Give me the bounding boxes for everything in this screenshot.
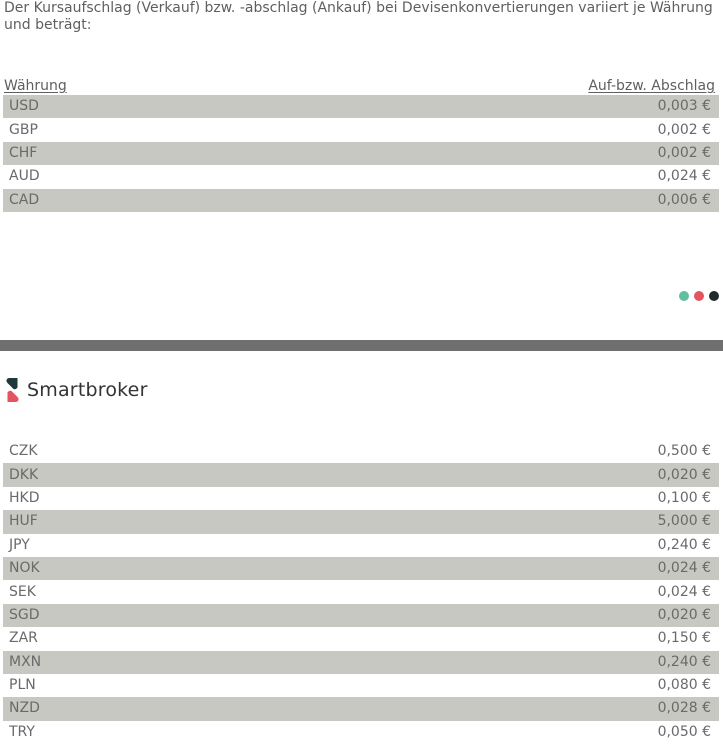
intro-text: Der Kursaufschlag (Verkauf) bzw. -abschlag (Ankauf) bei Devisenkonvertierungen variiert je Währung und beträgt: [4, 0, 713, 33]
row-currency: HKD [9, 489, 40, 506]
row-value: 0,028 € [657, 700, 711, 717]
row-value: 0,020 € [657, 466, 711, 483]
carousel-dot-1[interactable] [679, 291, 689, 301]
row-value: 5,000 € [657, 513, 711, 530]
row-currency: AUD [9, 168, 40, 185]
table-row [3, 721, 719, 744]
table-row [3, 189, 719, 212]
row-currency: NZD [9, 700, 40, 717]
table-row [3, 118, 719, 141]
table-row [3, 142, 719, 165]
table-row [3, 165, 719, 188]
row-value: 0,050 € [657, 723, 711, 740]
row-value: 0,006 € [657, 191, 711, 208]
brand-name: Smartbroker [27, 379, 148, 401]
row-currency: CZK [9, 443, 38, 460]
row-currency: GBP [9, 121, 38, 138]
row-value: 0,002 € [657, 144, 711, 161]
row-currency: SEK [9, 583, 36, 600]
row-value: 0,024 € [657, 168, 711, 185]
row-currency: CHF [9, 144, 38, 161]
currency-table-1 [3, 95, 719, 212]
header-currency: Währung [4, 78, 67, 94]
row-value: 0,002 € [657, 121, 711, 138]
row-value: 0,100 € [657, 489, 711, 506]
row-value: 0,240 € [657, 536, 711, 553]
divider-bar [0, 340, 723, 351]
row-value: 0,240 € [657, 653, 711, 670]
fee-section [0, 0, 723, 340]
table-row [3, 440, 719, 463]
row-currency: JPY [9, 536, 30, 553]
row-currency: PLN [9, 677, 36, 694]
row-currency: TRY [9, 723, 35, 740]
table-row [3, 95, 719, 118]
table-row [3, 604, 719, 627]
table-row [3, 651, 719, 674]
row-currency: MXN [9, 653, 42, 670]
row-currency: DKK [9, 466, 39, 483]
row-value: 0,024 € [657, 583, 711, 600]
table-row [3, 697, 719, 720]
row-currency: CAD [9, 191, 40, 208]
row-currency: HUF [9, 513, 38, 530]
row-value: 0,003 € [657, 98, 711, 115]
header-markup: Auf-bzw. Abschlag [588, 78, 715, 94]
table-row [3, 557, 719, 580]
table-header [4, 74, 715, 94]
row-currency: USD [9, 98, 39, 115]
row-currency: ZAR [9, 630, 38, 647]
row-value: 0,080 € [657, 677, 711, 694]
row-currency: SGD [9, 606, 40, 623]
table-row [3, 463, 719, 486]
row-value: 0,020 € [657, 606, 711, 623]
table-row [3, 674, 719, 697]
smartbroker-logo[interactable] [4, 377, 148, 403]
table-row [3, 627, 719, 650]
table-row [3, 534, 719, 557]
currency-table-2 [3, 440, 719, 744]
row-value: 0,024 € [657, 560, 711, 577]
table-row [3, 487, 719, 510]
smartbroker-logo-icon [4, 377, 21, 403]
carousel-dot-2[interactable] [694, 291, 704, 301]
row-value: 0,150 € [657, 630, 711, 647]
table-row [3, 510, 719, 533]
row-value: 0,500 € [657, 443, 711, 460]
row-currency: NOK [9, 560, 40, 577]
carousel-dot-3[interactable] [709, 291, 719, 301]
table-row [3, 580, 719, 603]
carousel-dots [679, 291, 719, 301]
